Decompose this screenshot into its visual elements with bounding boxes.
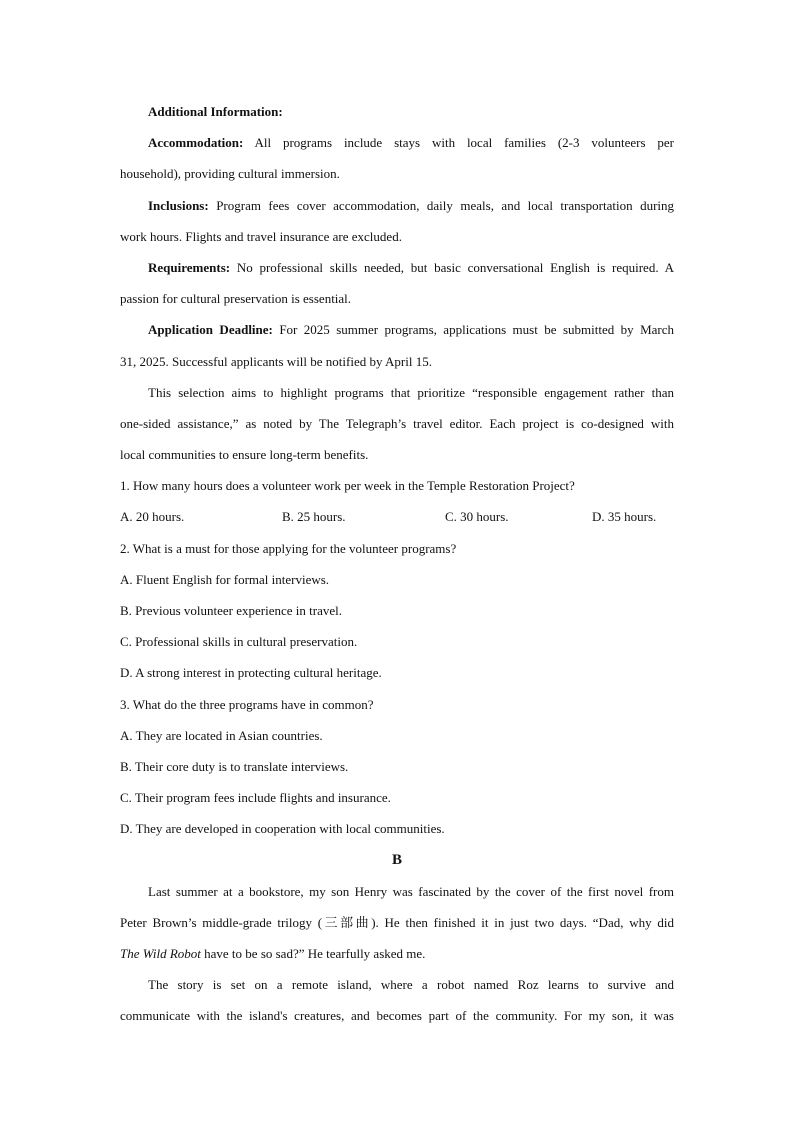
deadline-label: Application Deadline:	[148, 322, 273, 338]
accommodation-label: Accommodation:	[148, 135, 244, 151]
question-1-stem: 1. How many hours does a volunteer work per week in the Temple Restoration Project?	[120, 478, 575, 494]
deadline-line-1	[120, 314, 674, 345]
question-3-option-b: B. Their core duty is to translate interviews.	[120, 758, 349, 774]
question-3-option-c: C. Their program fees include flights and insurance.	[120, 790, 391, 806]
question-2-stem: 2. What is a must for those applying for the volunteer programs?	[120, 540, 457, 556]
story-p1-line-2: Peter Brown’s middle-grade trilogy (三部曲). He then finished it in just two days. “Dad, why did	[120, 914, 674, 930]
inclusions-label: Inclusions:	[148, 197, 209, 213]
question-1-option-d: D. 35 hours.	[592, 509, 657, 525]
question-2-option-d: D. A strong interest in protecting cultural heritage.	[120, 665, 382, 681]
question-1-options	[120, 501, 674, 532]
question-2-option-c: C. Professional skills in cultural preservation.	[120, 634, 358, 650]
story-p1-line-1: Last summer at a bookstore, my son Henry was fascinated by the cover of the first novel from	[148, 883, 674, 899]
question-1-option-b: B. 25 hours.	[282, 509, 346, 525]
selection-line-2: one-sided assistance,” as noted by The Telegraph’s travel editor. Each project is co-designed with	[120, 415, 674, 431]
story-p1-line-3-rest: have to be so sad?” He tearfully asked me.	[200, 946, 426, 962]
question-1-option-c: C. 30 hours.	[445, 509, 509, 525]
accommodation-text-1: All programs include stays with local families (2-3 volunteers per	[254, 135, 674, 151]
requirements-line-2: passion for cultural preservation is essential.	[120, 291, 352, 307]
selection-line-1: This selection aims to highlight programs that prioritize “responsible engagement rather than	[148, 384, 674, 400]
inclusions-text-1: Program fees cover accommodation, daily meals, and local transportation during	[216, 197, 674, 213]
question-1-option-a: A. 20 hours.	[120, 509, 185, 525]
question-2-option-b: B. Previous volunteer experience in travel.	[120, 603, 343, 618]
section-b-heading: B	[391, 851, 402, 868]
story-p1-line-3	[120, 938, 674, 969]
question-3-option-d: D. They are developed in cooperation with local communities.	[120, 821, 445, 837]
deadline-text-1: For 2025 summer programs, applications must be submitted by March	[279, 322, 674, 338]
inclusions-line-2: work hours. Flights and travel insurance are excluded.	[120, 228, 402, 244]
requirements-label: Requirements:	[148, 259, 231, 275]
question-3-option-a: A. They are located in Asian countries.	[120, 727, 323, 743]
page-content	[120, 96, 674, 1032]
inclusions-line-1	[120, 190, 674, 221]
requirements-text-1: No professional skills needed, but basic conversational English is required. A	[236, 259, 674, 275]
book-title: The Wild Robot	[120, 946, 201, 962]
story-p2-line-2: communicate with the island's creatures, and becomes part of the community. For my son, it was	[120, 1008, 674, 1024]
question-2-option-a: A. Fluent English for formal interviews.	[120, 571, 330, 587]
selection-line-3: local communities to ensure long-term benefits.	[120, 447, 369, 463]
requirements-line-1	[120, 252, 674, 283]
deadline-line-2: 31, 2025. Successful applicants will be notified by April 15.	[120, 353, 432, 369]
accommodation-line-2: household), providing cultural immersion.	[120, 166, 340, 182]
accommodation-line-1	[120, 127, 674, 158]
question-3-stem: 3. What do the three programs have in common?	[120, 696, 374, 712]
story-p2-line-1: The story is set on a remote island, where a robot named Roz learns to survive and	[148, 977, 674, 993]
additional-info-heading: Additional Information:	[148, 104, 283, 119]
